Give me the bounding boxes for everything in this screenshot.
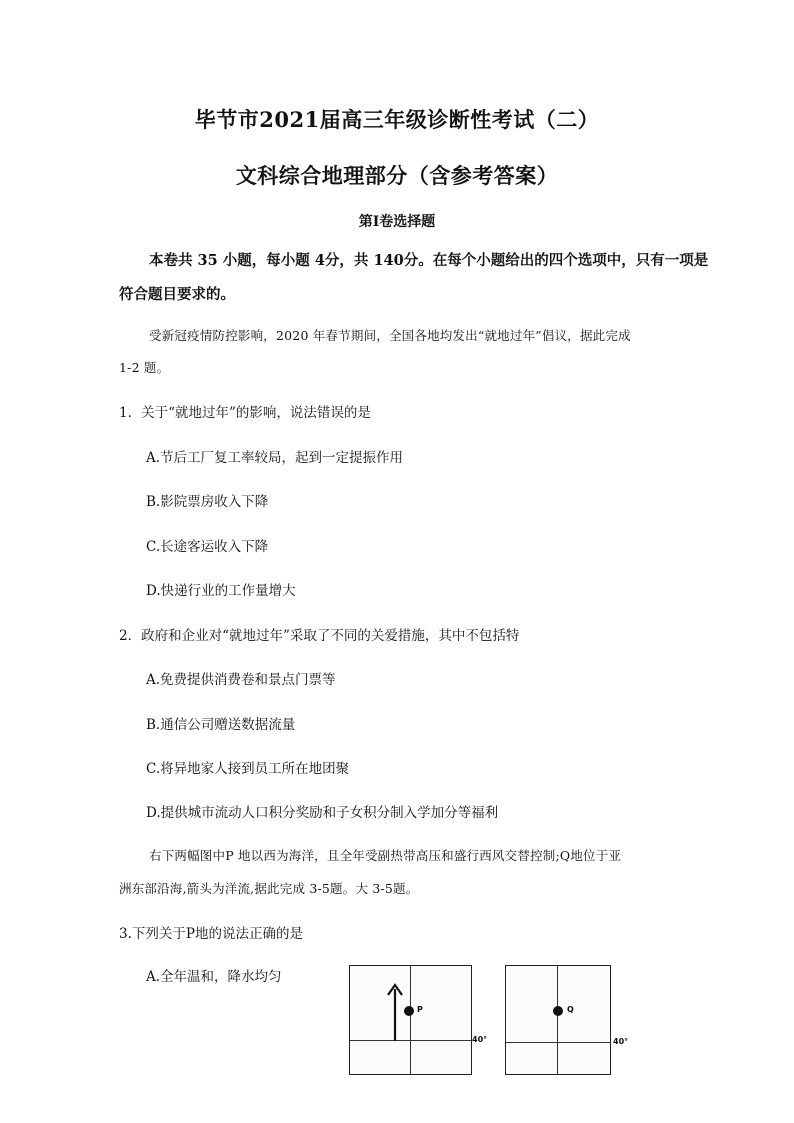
map-p-latitude-label: 40° <box>472 1035 488 1044</box>
point-p-marker <box>404 1006 414 1016</box>
point-p-label: P <box>417 1005 423 1014</box>
longitude-line <box>410 966 411 1074</box>
question-3-option-a: A.全年温和，降水均匀 <box>146 969 282 985</box>
question-2-option-b: B.通信公司赠送数据流量 <box>146 717 296 733</box>
passage-2-line-1: 右下两幅图中P 地以西为海洋，且全年受副热带高压和盛行西风交替控制;Q地位于亚 <box>149 848 622 863</box>
latitude-line <box>506 1042 610 1043</box>
question-2-stem: 2．政府和企业对“就地过年”采取了不同的关爱措施，其中不包括特 <box>119 628 520 644</box>
passage-2-line-2: 洲东部沿海,箭头为洋流,据此完成 3-5题。大 3-5题。 <box>119 881 419 896</box>
question-2-option-c: C.将异地家人接到员工所在地团聚 <box>146 761 350 777</box>
map-q <box>505 965 611 1075</box>
instructions-line-1: 本卷共 35 小题，每小题 4分，共 140分。在每个小题给出的四个选项中，只有一项是 <box>149 252 709 269</box>
instructions-line-2: 符合题目要求的。 <box>119 286 235 303</box>
question-2-option-a: A.免费提供消费卷和景点门票等 <box>146 672 336 688</box>
question-3-stem: 3.下列关于P地的说法正确的是 <box>119 926 303 942</box>
question-1-option-b: B.影院票房收入下降 <box>146 494 269 510</box>
point-q-marker <box>553 1006 563 1016</box>
arrow-up-icon <box>387 983 403 1041</box>
question-1-option-d: D.快递行业的工作量增大 <box>146 583 296 599</box>
question-1-option-a: A.节后工厂复工率较局，起到一定提振作用 <box>146 450 404 466</box>
map-q-latitude-label: 40° <box>613 1037 629 1046</box>
longitude-line <box>557 966 558 1074</box>
map-p <box>349 965 472 1075</box>
page-subtitle: 文科综合地理部分（含参考答案） <box>235 163 559 188</box>
passage-1-line-1: 受新冠疫情防控影响，2020 年春节期间，全国各地均发出“就地过年”倡议，据此完成 <box>149 328 631 343</box>
passage-1-line-2: 1-2 题。 <box>119 360 170 375</box>
question-1-stem: 1．关于“就地过年”的影响，说法错误的是 <box>119 405 371 421</box>
question-2-option-d: D.提供城市流动人口积分奖励和子女积分制入学加分等福利 <box>146 805 499 821</box>
section-heading: 第I卷选择题 <box>358 214 436 230</box>
question-1-option-c: C.长途客运收入下降 <box>146 539 269 555</box>
point-q-label: Q <box>567 1005 574 1014</box>
page-title: 毕节市2021届高三年级诊断性考试（二） <box>194 107 600 132</box>
